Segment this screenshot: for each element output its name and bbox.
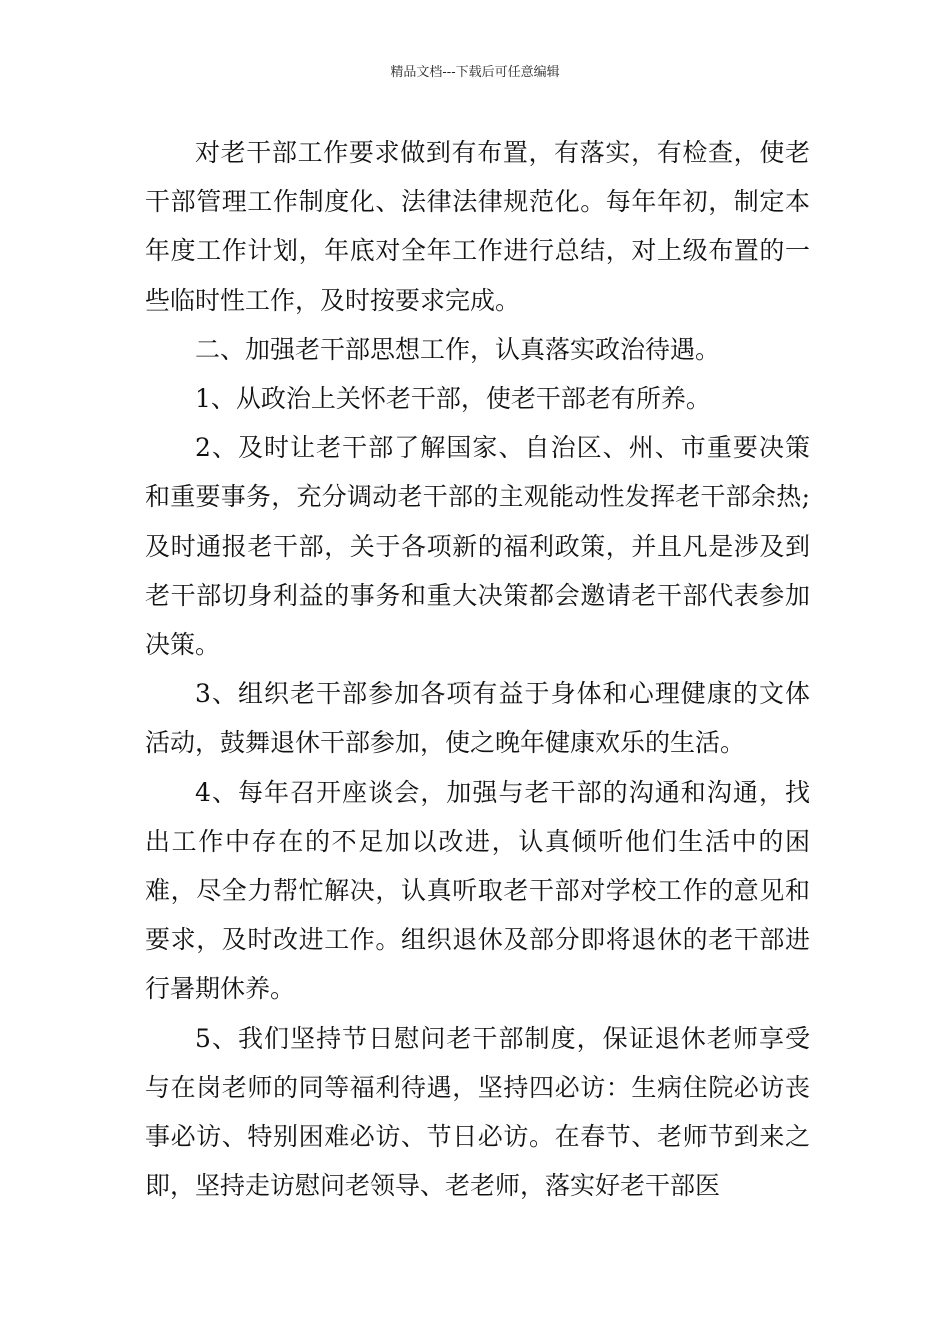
list-item-1: 1、从政治上关怀老干部，使老干部老有所养。	[195, 384, 711, 414]
paragraph-1: 对老干部工作要求做到有布置，有落实，有检查，使老干部管理工作制度化、法律法律规范化。每年年初，制定本年度工作计划，年底对全年工作进行总结，对上级布置的一些临时性工作，及时按要求完成。	[145, 138, 810, 315]
section-heading-2: 二、加强老干部思想工作，认真落实政治待遇。	[195, 334, 721, 364]
list-item-2: 2、及时让老干部了解国家、自治区、州、市重要决策和重要事务，充分调动老干部的主观能动性发挥老干部余热;及时通报老干部，关于各项新的福利政策，并且凡是涉及到老干部切身利益的事务和重大决策都会邀请老干部代表参加决策。	[145, 433, 810, 660]
list-item-4: 4、每年召开座谈会，加强与老干部的沟通和沟通，找出工作中存在的不足加以改进，认真倾听他们生活中的困难，尽全力帮忙解决，认真听取老干部对学校工作的意见和要求，及时改进工作。组织退休及部分即将退休的老干部进行暑期休养。	[145, 777, 810, 1004]
list-item-5: 5、我们坚持节日慰问老干部制度，保证退休老师享受与在岗老师的同等福利待遇，坚持四必访：生病住院必访丧事必访、特别困难必访、节日必访。在春节、老师节到来之即，坚持走访慰问老领导、老老师，落实好老干部医	[145, 1023, 810, 1201]
document-body	[145, 128, 810, 1210]
page-header: 精品文档---下载后可任意编辑	[390, 65, 560, 80]
list-item-3: 3、组织老干部参加各项有益于身体和心理健康的文体活动，鼓舞退休干部参加，使之晚年健康欢乐的生活。	[145, 679, 810, 758]
